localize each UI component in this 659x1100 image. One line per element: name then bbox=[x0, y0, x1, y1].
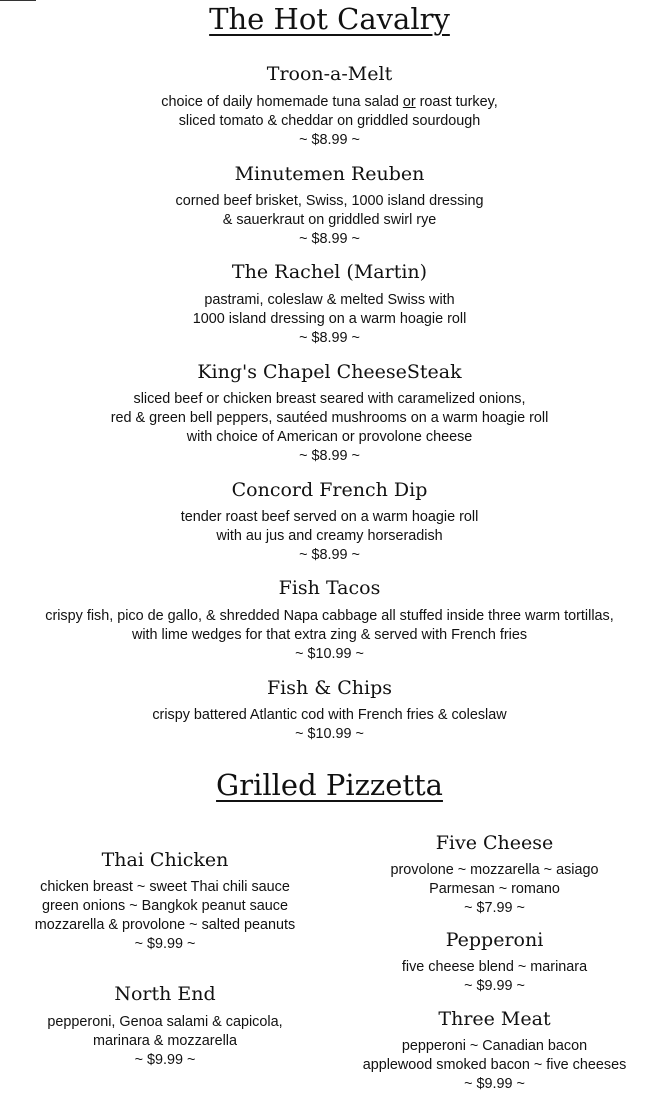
item-name-minutemen-reuben: Minutemen Reuben bbox=[234, 163, 425, 185]
item-desc-line: mozzarella & provolone ~ salted peanuts bbox=[34, 917, 296, 933]
item-price: ~ $8.99 ~ bbox=[299, 547, 360, 563]
item-name-five-cheese: Five Cheese bbox=[435, 832, 554, 854]
item-price: ~ $10.99 ~ bbox=[295, 646, 364, 662]
item-price: ~ $8.99 ~ bbox=[299, 132, 360, 148]
hot-cavalry-title-text: The Hot Cavalry bbox=[209, 2, 450, 36]
item-desc-line: green onions ~ Bangkok peanut sauce bbox=[41, 898, 289, 914]
item-price: ~ $8.99 ~ bbox=[299, 231, 360, 247]
item-desc-line: applewood smoked bacon ~ five cheeses bbox=[362, 1057, 627, 1073]
item-name-north-end: North End bbox=[114, 983, 216, 1005]
item-name-three-meat: Three Meat bbox=[438, 1008, 551, 1030]
item-desc-line: five cheese blend ~ marinara bbox=[401, 959, 588, 975]
item-desc-line bbox=[0, 93, 659, 112]
item-desc-line: pepperoni ~ Canadian bacon bbox=[401, 1038, 588, 1054]
item-price: ~ $8.99 ~ bbox=[299, 448, 360, 464]
item-price: ~ $7.99 ~ bbox=[464, 900, 525, 916]
item-name-troon-a-melt: Troon-a-Melt bbox=[266, 63, 393, 85]
item-desc-line: tender roast beef served on a warm hoagie roll bbox=[180, 509, 479, 525]
pizzetta-title-text: Grilled Pizzetta bbox=[216, 768, 443, 802]
item-name-the-rachel: The Rachel (Martin) bbox=[231, 261, 428, 283]
item-name-thai-chicken: Thai Chicken bbox=[101, 849, 229, 871]
item-desc-line: with lime wedges for that extra zing & served with French fries bbox=[131, 627, 528, 643]
item-desc-line: Parmesan ~ romano bbox=[429, 881, 560, 897]
item-desc-line: corned beef brisket, Swiss, 1000 island dressing bbox=[175, 193, 484, 209]
item-desc-line: with choice of American or provolone cheese bbox=[186, 429, 473, 445]
item-name-kings-chapel-cheesesteak: King's Chapel CheeseSteak bbox=[197, 361, 462, 383]
item-price: ~ $9.99 ~ bbox=[464, 978, 525, 994]
item-desc-line: sliced tomato & cheddar on griddled sourdough bbox=[178, 113, 481, 129]
item-desc-line: pepperoni, Genoa salami & capicola, bbox=[47, 1014, 283, 1030]
item-desc-line: pastrami, coleslaw & melted Swiss with bbox=[204, 292, 455, 308]
item-desc-line: chicken breast ~ sweet Thai chili sauce bbox=[40, 879, 290, 895]
desc-fragment-underlined: or bbox=[402, 94, 416, 110]
item-price: ~ $10.99 ~ bbox=[295, 726, 364, 742]
desc-fragment: roast turkey, bbox=[419, 94, 498, 110]
item-desc-line: marinara & mozzarella bbox=[93, 1033, 237, 1049]
item-desc-line: crispy fish, pico de gallo, & shredded Napa cabbage all stuffed inside three warm tortillas, bbox=[45, 608, 614, 624]
item-name-concord-french-dip: Concord French Dip bbox=[231, 479, 428, 501]
item-desc-line: crispy battered Atlantic cod with French fries & coleslaw bbox=[152, 707, 507, 723]
item-desc-line: with au jus and creamy horseradish bbox=[216, 528, 443, 544]
section-title-hot-cavalry bbox=[0, 2, 659, 36]
item-price: ~ $9.99 ~ bbox=[464, 1076, 525, 1092]
item-price: ~ $9.99 ~ bbox=[134, 1052, 196, 1068]
item-desc-line: & sauerkraut on griddled swirl rye bbox=[222, 212, 437, 228]
item-desc-line: 1000 island dressing on a warm hoagie roll bbox=[192, 311, 467, 327]
scan-edge-mark bbox=[0, 0, 36, 1]
section-title-grilled-pizzetta bbox=[0, 768, 659, 802]
item-desc-line: sliced beef or chicken breast seared with caramelized onions, bbox=[133, 391, 526, 407]
desc-fragment: choice of daily homemade tuna salad bbox=[161, 94, 399, 110]
item-desc-line: red & green bell peppers, sautéed mushrooms on a warm hoagie roll bbox=[110, 410, 549, 426]
item-price: ~ $9.99 ~ bbox=[134, 936, 196, 952]
item-name-fish-tacos: Fish Tacos bbox=[278, 577, 381, 599]
item-name-pepperoni: Pepperoni bbox=[445, 929, 544, 951]
item-desc-line: provolone ~ mozzarella ~ asiago bbox=[390, 862, 599, 878]
item-price: ~ $8.99 ~ bbox=[299, 330, 360, 346]
item-name-fish-and-chips: Fish & Chips bbox=[266, 677, 392, 699]
